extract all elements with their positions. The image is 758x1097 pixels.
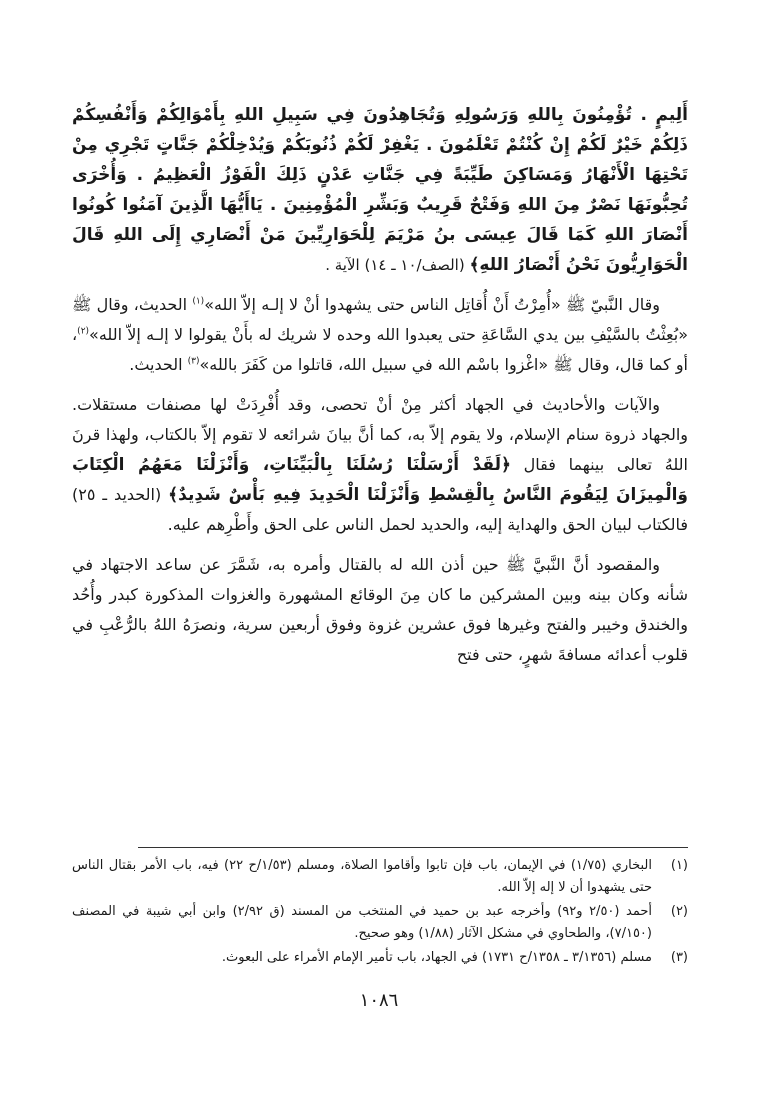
quran-verse-text: أَلِيمٍ . تُؤْمِنُونَ بِاللهِ وَرَسُولِهِ وَتُجَاهِدُونَ فِي سَبِيلِ اللهِ بِأَمْوَالِكُمْ وَأَنْفُسِكُمْ ذَلِكُمْ خَيْرٌ لَكُمْ إِنْ كُنْتُمْ تَعْلَمُونَ . يَغْفِرْ لَكُمْ ذُنُوبَكُمْ وَيُدْخِلْكُمْ جَنَّاتٍ تَجْرِي مِنْ تَحْتِهَا الْأَنْهَارُ وَمَسَاكِنَ طَيِّبَةً فِي جَنَّاتِ عَدْنٍ ذَلِكَ الْفَوْزُ الْعَظِيمُ . وَأُخْرَى تُحِبُّونَهَا نَصْرٌ مِنَ اللهِ وَفَتْحٌ قَرِيبٌ وَبَشِّرِ الْمُؤْمِنِينَ . يَاأَيُّهَا الَّذِينَ آمَنُوا كُونُوا أَنْصَارَ اللهِ كَمَا قَالَ عِيسَى بنُ مَرْيَمَ لِلْحَوَارِيِّينَ مَنْ أَنْصَارِي إِلَى اللهِ قَالَ الْحَوَارِيُّونَ نَحْنُ أَنْصَارُ اللهِ﴾ [72, 105, 688, 275]
footnote-item [72, 947, 688, 969]
body-text-segment: والمقصود أنَّ النَّبيَّ ﷺ حين أذن الله له بالقتال وأمره به، شَمَّرَ عن ساعد الاجتهاد في شأنه وكان بينه وبين المشركين ما كان مِنَ الوقائع المشهورة والغزوات المذكورة كبدر وأُحُد والخندق وخيبر والفتح وغيرها فوق عشرين غزوة وفوق أربعين سرية، ونصرَهُ اللهُ بالرُّعْبِ في قلوب أعدائه مسافةَ شهرٍ، حتى فتح [72, 555, 688, 664]
footnote-marker-2: (٢) [77, 326, 90, 337]
paragraph-quran-verses [72, 100, 688, 280]
paragraph-hadiths [72, 290, 688, 380]
footnote-text: أحمد (٢/٥٠ و٩٢) وأخرجه عبد بن حميد في المنتخب من المسند (ق ٢/٩٢) وابن أبي شيبة في المصنف (٧/١٥٠)، والطحاوي في مشكل الآثار (١/٨٨) وهو صحيح. [72, 904, 652, 941]
page-number: ١٠٨٦ [359, 990, 399, 1011]
paragraph-prophet-battles [72, 550, 688, 670]
footnote-number: (٣) [670, 950, 688, 965]
footnote-item [72, 855, 688, 899]
hadith-text: الحديث، وقال ﷺ «بُعِثْتُ بالسَّيْفِ بين يدي السَّاعَةِ حتى يعبدوا الله وحده لا شريك له بأَنْ يقولوا لا إلـه إلاّ الله» [72, 295, 688, 344]
footnote-number: (٢) [670, 904, 688, 919]
quran-verse-text: ﴿لَقَدْ أَرْسَلْنَا رُسُلَنَا بِالْبَيِّنَاتِ، وَأَنْزَلْنَا مَعَهُمُ الْكِتَابَ وَالْمِيزَانَ لِيَقُومَ النَّاسُ بِالْقِسْطِ وَأَنْزَلْنَا الْحَدِيدَ فِيهِ بَأْسٌ شَدِيدٌ﴾ [72, 455, 688, 505]
hadith-text: الحديث. [129, 355, 188, 374]
footnote-number: (١) [670, 858, 688, 873]
paragraph-jihad-book [72, 390, 688, 540]
footnote-divider [138, 847, 688, 848]
footnote-text: مسلم (٣/١٣٥٦ ـ ١٣٥٨/ح ١٧٣١) في الجهاد، باب تأمير الإمام الأمراء على البعوث. [221, 950, 652, 965]
hadith-text: وقال النَّبيّ ﷺ «أُمِرْتُ أَنْ أُقاتِل الناس حتى يشهدوا أنْ لا إلـه إلاّ الله» [204, 295, 660, 314]
footnote-marker-1: (١) [192, 296, 205, 307]
verse-reference: (الصف/١٠ ـ ١٤) الآية . [325, 256, 470, 274]
body-text-segment: والآيات والأحاديث في الجهاد أكثر مِنْ أنْ تحصى، وقد أُفْرِدَتْ لها مصنفات مستقلات. والجهاد ذروة سنام الإسلام، ولا يقوم إلاّ به، كما أنَّ بيانَ شرائعه لا تقوم إلاّ بالكتاب، ولهذا قرنَ اللهُ تعالى بينهما فقال [72, 395, 688, 474]
footnote-text: البخاري (١/٧٥) في الإيمان، باب فإن تابوا وأقاموا الصلاة، ومسلم (١/٥٣/ح ٢٢) فيه، باب الأمر بقتال الناس حتى يشهدوا أن لا إله إلاّ الله. [72, 858, 652, 895]
hadith-text: ، أو كما قال، وقال ﷺ «اغْزوا باسْم الله في سبيل الله، قاتلوا من كَفَرَ بالله» [72, 325, 688, 374]
footnotes [72, 855, 688, 971]
body-text-segment: (الحديد ـ ٢٥) فالكتاب لبيان الحق والهداية إليه، والحديد لحمل الناس على الحق وأَطْرِهم عليه. [72, 485, 688, 534]
footnote-marker-3: (٣) [187, 356, 200, 367]
main-text [72, 100, 688, 670]
footnote-item [72, 901, 688, 945]
